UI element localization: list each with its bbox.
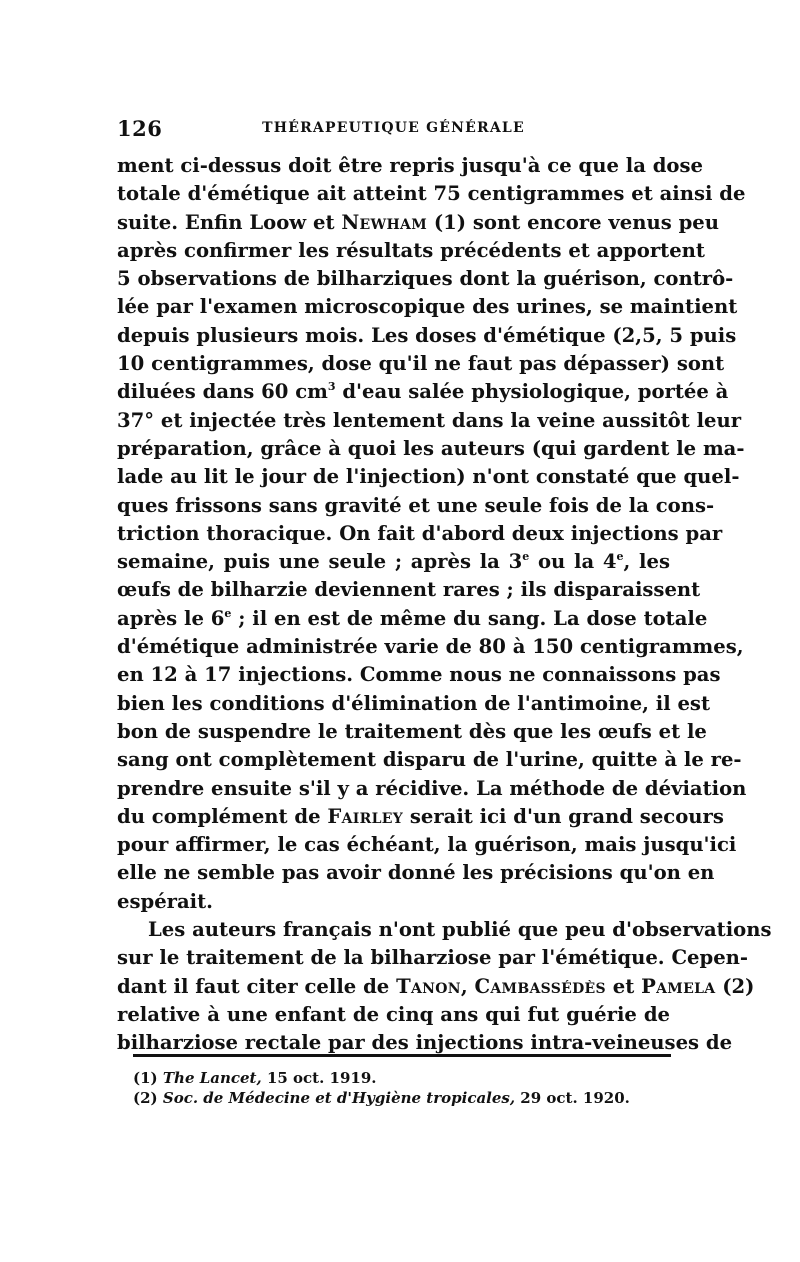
text-line: totale d'émétique ait atteint 75 centigrammes et ainsi de <box>117 182 746 206</box>
author-name: Pamela <box>641 974 716 998</box>
superscript: e <box>522 550 530 564</box>
author-name: Tanon <box>396 974 461 998</box>
footnotes <box>133 1068 671 1108</box>
body-text <box>117 152 772 1058</box>
superscript: e <box>616 550 624 564</box>
text-line: œufs de bilharzie deviennent rares ; ils disparaissent <box>117 578 701 602</box>
text-line: bilharziose rectale par des injections intra-veineuses de <box>117 1031 733 1055</box>
text-line: elle ne semble pas avoir donné les précisions qu'on en <box>117 861 715 885</box>
superscript: e <box>224 606 232 620</box>
text-line: sur le traitement de la bilharziose par l'émétique. Cepen- <box>117 946 749 970</box>
page-number: 126 <box>117 116 163 141</box>
text-line: ques frissons sans gravité et une seule fois de la cons- <box>117 493 715 517</box>
text-line: 10 centigrammes, dose qu'il ne faut pas dépasser) sont <box>117 352 725 376</box>
author-name: Cambassédès <box>474 974 606 998</box>
text-line: en 12 à 17 injections. Comme nous ne connaissons pas <box>117 663 721 687</box>
text-line: lée par l'examen microscopique des urines, se maintient <box>117 295 738 319</box>
page-header <box>117 116 670 140</box>
text-line: sang ont complètement disparu de l'urine, quitte à le re- <box>117 748 742 772</box>
footnote-source: Soc. de Médecine et d'Hygiène tropicales, <box>162 1089 516 1107</box>
text-line: après le 6e ; il en est de même du sang. La dose totale <box>117 606 708 630</box>
author-name: Newham <box>341 210 428 234</box>
text-line: suite. Enfin Loow et Newham (1) sont encore venus peu <box>117 210 719 234</box>
text-line: dant il faut citer celle de Tanon, Cambassédès et Pamela (2) <box>117 974 755 998</box>
footnote: (2) Soc. de Médecine et d'Hygiène tropicales, 29 oct. 1920. <box>133 1089 630 1107</box>
text-line: bon de suspendre le traitement dès que les œufs et le <box>117 719 707 743</box>
author-name: Fairley <box>327 804 403 828</box>
text-line: espérait. <box>117 889 213 913</box>
text-line: depuis plusieurs mois. Les doses d'émétique (2,5, 5 puis <box>117 323 737 347</box>
superscript: 3 <box>327 380 336 394</box>
text-line: après confirmer les résultats précédents et apportent <box>117 238 705 262</box>
text-line: préparation, grâce à quoi les auteurs (qui gardent le ma- <box>117 436 745 460</box>
footnote: (1) The Lancet, 15 oct. 1919. <box>133 1069 377 1087</box>
footnote-source: The Lancet, <box>162 1069 262 1087</box>
text-line: pour affirmer, le cas échéant, la guérison, mais jusqu'ici <box>117 833 737 857</box>
running-title: THÉRAPEUTIQUE GÉNÉRALE <box>262 120 525 136</box>
text-line: d'émétique administrée varie de 80 à 150 centigrammes, <box>117 635 744 659</box>
text-line: ment ci-dessus doit être repris jusqu'à ce que la dose <box>117 154 703 177</box>
text-line: Les auteurs français n'ont publié que peu d'observations <box>148 918 772 942</box>
text-line: prendre ensuite s'il y a récidive. La méthode de déviation <box>117 776 747 800</box>
text-line: semaine, puis une seule ; après la 3e ou la 4e, les <box>117 550 670 574</box>
text-line: 5 observations de bilharziques dont la guérison, contrô- <box>117 267 734 291</box>
text-line: triction thoracique. On fait d'abord deux injections par <box>117 521 723 545</box>
text-line: du complément de Fairley serait ici d'un grand secours <box>117 804 724 828</box>
footnote-divider <box>133 1054 671 1057</box>
text-line: bien les conditions d'élimination de l'antimoine, il est <box>117 691 711 715</box>
text-line: lade au lit le jour de l'injection) n'ont constaté que quel- <box>117 465 740 489</box>
text-line: 37° et injectée très lentement dans la veine aussitôt leur <box>117 408 742 432</box>
text-line: diluées dans 60 $cm^3$ d'eau salée physiologique, portée à <box>117 380 729 404</box>
text-line: relative à une enfant de cinq ans qui fut guérie de <box>117 1002 670 1026</box>
